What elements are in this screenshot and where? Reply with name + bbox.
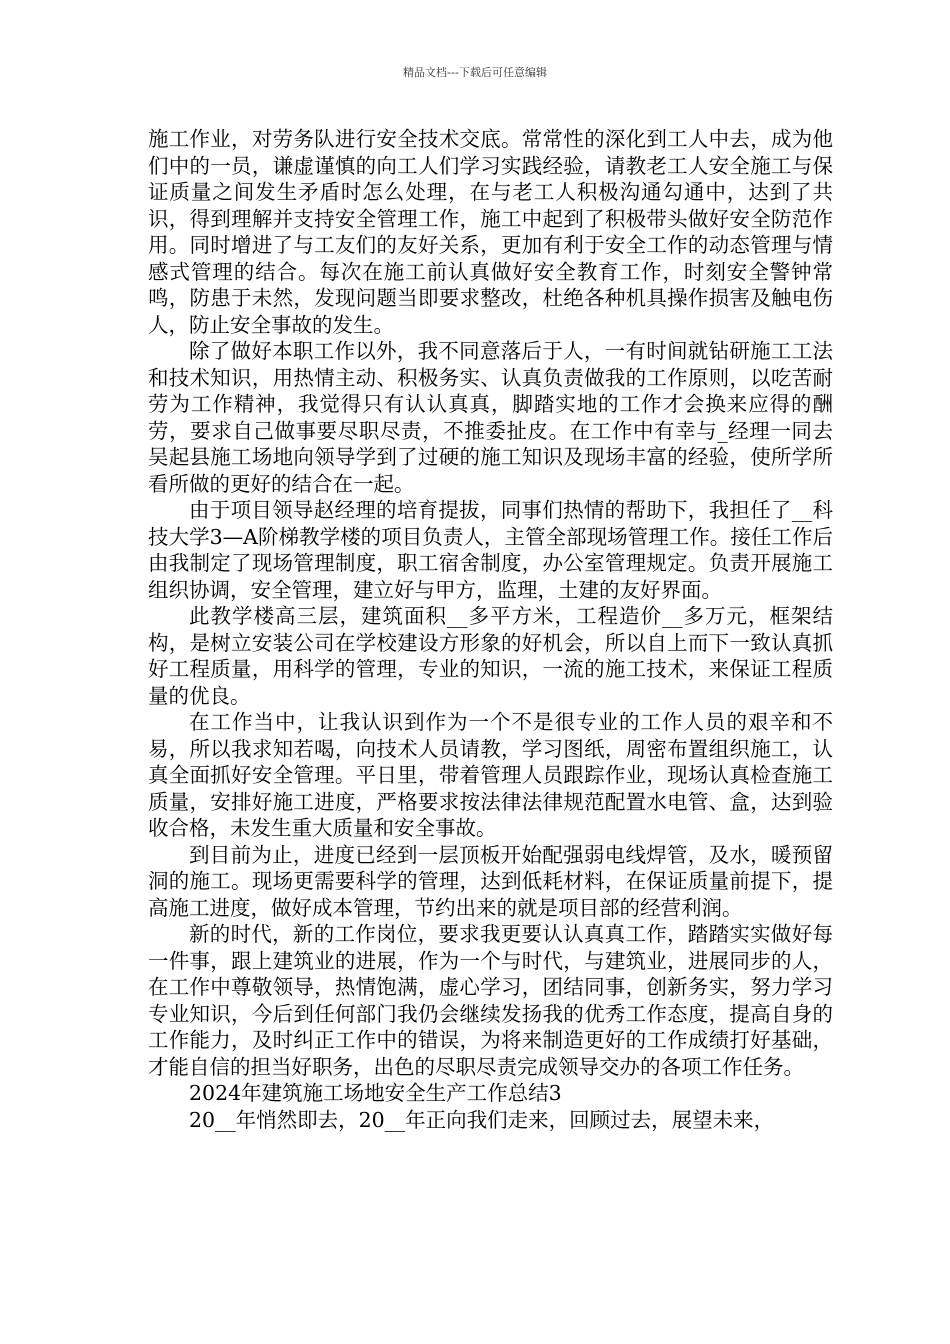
paragraph-8: 20__年悄然即去，20__年正向我们走来，回顾过去，展望未来， <box>189 1107 775 1132</box>
section-heading: 2024年建筑施工场地安全生产工作总结3 <box>189 1081 562 1105</box>
page-header: 精品文档---下载后可任意编辑 <box>403 66 547 79</box>
document-body <box>148 126 833 1133</box>
paragraph-7: 新的时代，新的工作岗位，要求我更要认认真真工作，踏踏实实做好每一件事，跟上建筑业的进展，作为一个与时代，与建筑业，进展同步的人，在工作中尊敬领导，热情饱满，虚心学习，团结同事，创新务实，努力学习专业知识，今后到任何部门我仍会继续发扬我的优秀工作态度，提高自身的工作能力，及时纠正工作中的错误，为将来制造更好的工作成绩打好基础，才能自信的担当好职务，出色的尽职尽责完成领导交办的各项工作任务。 <box>148 922 833 1079</box>
paragraph-3: 由于项目领导赵经理的培育提拔，同事们热情的帮助下，我担任了__科技大学3—A阶梯教学楼的项目负责人，主管全部现场管理工作。接任工作后由我制定了现场管理制度，职工宿舍制度，办公室管理规定。负责开展施工组织协调，安全管理，建立好与甲方，监理，土建的友好界面。 <box>148 498 833 602</box>
paragraph-5: 在工作当中，让我认识到作为一个不是很专业的工作人员的艰辛和不易，所以我求知若喝，向技术人员请教，学习图纸，周密布置组织施工，认真全面抓好安全管理。平日里，带着管理人员跟踪作业，现场认真检查施工质量，安排好施工进度，严格要求按法律法律规范配置水电管、盒，达到验收合格，未发生重大质量和安全事故。 <box>148 710 833 840</box>
paragraph-1: 施工作业，对劳务队进行安全技术交底。常常性的深化到工人中去，成为他们中的一员，谦虚谨慎的向工人们学习实践经验，请教老工人安全施工与保证质量之间发生矛盾时怎么处理，在与老工人积极沟通勾通中，达到了共识，得到理解并支持安全管理工作，施工中起到了积极带头做好安全防范作用。同时增进了与工友们的友好关系，更加有利于安全工作的动态管理与情感式管理的结合。每次在施工前认真做好安全教育工作，时刻安全警钟常鸣，防患于未然，发现问题当即要求整改，杜绝各种机具操作损害及触电伤人，防止安全事故的发生。 <box>148 127 833 337</box>
paragraph-4: 此教学楼高三层，建筑面积__多平方米，工程造价__多万元，框架结构，是树立安装公司在学校建设方形象的好机会，所以自上而下一致认真抓好工程质量，用科学的管理，专业的知识，一流的施工技术，来保证工程质量的优良。 <box>148 604 833 708</box>
paragraph-6: 到目前为止，进度已经到一层顶板开始配强弱电线焊管，及水，暖预留洞的施工。现场更需要科学的管理，达到低耗材料，在保证质量前提下，提高施工进度，做好成本管理，节约出来的就是项目部的经营利润。 <box>148 842 833 920</box>
paragraph-2: 除了做好本职工作以外，我不同意落后于人，一有时间就钻研施工工法和技术知识，用热情主动、积极务实、认真负责做我的工作原则，以吃苦耐劳为工作精神，我觉得只有认认真真，脚踏实地的工作才会换来应得的酬劳，要求自己做事要尽职尽责，不推委扯皮。在工作中有幸与_经理一同去吴起县施工场地向领导学到了过硬的施工知识及现场丰富的经验，使所学所看所做的更好的结合在一起。 <box>148 339 833 496</box>
